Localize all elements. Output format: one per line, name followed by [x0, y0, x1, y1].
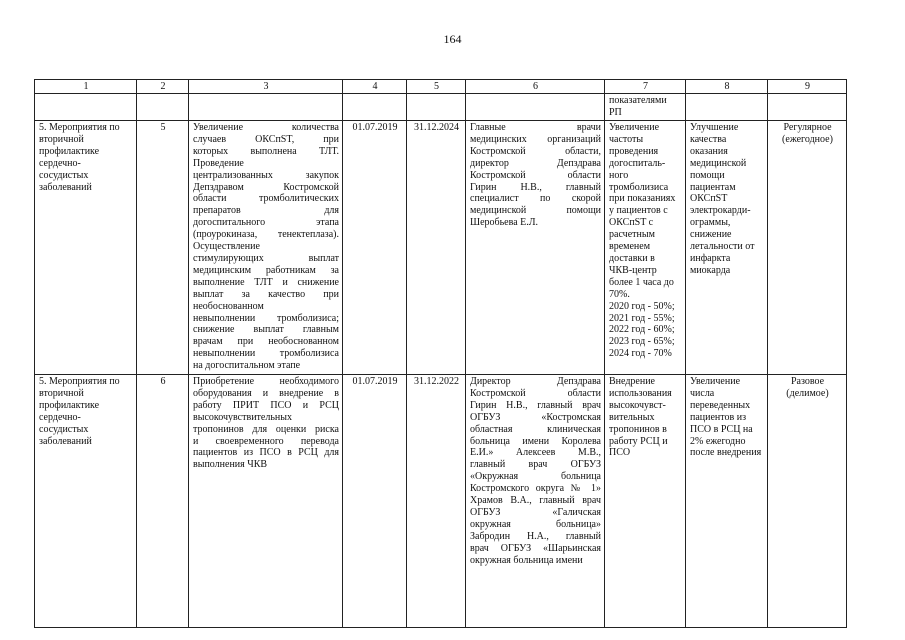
cell-text-line: ОГБУЗ «Галичская — [470, 506, 601, 518]
continuation-row — [35, 94, 847, 121]
cell-text-line: случаев ОКСпST, при — [193, 133, 339, 145]
cell-text-line: Директор Депздрава — [470, 376, 601, 387]
cell-text-line: заболеваний — [39, 181, 92, 193]
cell-text-line: догоспиталь- — [609, 157, 666, 169]
measures-table — [34, 79, 847, 628]
cell-text-line: медицинских организаций — [470, 133, 601, 145]
cell-text-line: Приобретение необходимого — [193, 376, 339, 387]
cell-text-line: вторичной — [39, 133, 84, 145]
cell-text-line: медицинской помощи — [470, 205, 601, 217]
cell-text-line: Увеличение — [690, 376, 741, 387]
cell-text-line: более 1 часа до — [609, 276, 674, 288]
cell-text-line: у пациентов с — [609, 205, 668, 217]
effect-cell — [686, 375, 768, 628]
periodicity-cell — [768, 375, 847, 628]
cell-text-line: работу РСЦ и — [609, 435, 668, 447]
cell-text-line: ПСО в РСЦ на — [690, 423, 753, 435]
column-header: 9 — [768, 80, 847, 94]
column-header: 7 — [605, 80, 686, 94]
cell-text-line: невыполнении тромболизиса — [193, 348, 339, 360]
cell-text-line: Депздравом Костромской — [193, 181, 339, 193]
periodicity-cell — [768, 121, 847, 375]
column-header: 5 — [407, 80, 466, 94]
column-header: 3 — [189, 80, 343, 94]
expected-result-cell — [605, 375, 686, 628]
cell-text-line: Регулярное — [783, 122, 832, 133]
cell-text-line: высокочувст- — [609, 399, 666, 411]
item-number-cell: 6 — [137, 375, 189, 628]
cell-text-line: сердечно- — [39, 157, 81, 169]
cell-text-line: ОКСпST — [690, 193, 728, 205]
column-header: 6 — [466, 80, 605, 94]
cell-text-line: выполнения ЧКВ — [193, 459, 268, 471]
cell-text-line: числа — [690, 387, 715, 399]
cell-text-line: Главные врачи — [470, 122, 601, 133]
cell-text-line: областная клиническая — [470, 423, 601, 435]
cell-text-line: Забродин Н.А., главный — [470, 530, 601, 542]
cell-text-line: частоты — [609, 133, 644, 145]
cell-text-line: 2021 год - 55%; — [609, 312, 675, 324]
cell-text-line: ОГБУЗ «Костромская — [470, 411, 601, 423]
cell-text-line: врач ОГБУЗ «Шарьинская — [470, 542, 601, 554]
cell-text-line: РП — [609, 106, 622, 118]
cell-text-line: 2022 год - 60%; — [609, 324, 675, 336]
cell-text-line: летальности от — [690, 241, 755, 253]
cell-text-line: которых выполнена ТЛТ. — [193, 145, 339, 157]
cell-text-line: (делимое) — [786, 387, 829, 399]
cell-text-line: миокарда — [690, 264, 731, 276]
cell-text-line: окружная больница» — [470, 518, 601, 530]
cell-text-line: окружная больница имени — [470, 554, 583, 566]
cell-text-line: оказания — [690, 145, 728, 157]
cell-text-line: профилактике — [39, 145, 100, 157]
cell-text-line: пациентам — [690, 181, 736, 193]
expected-result-cell — [605, 94, 686, 121]
cell-text-line: врачам при необоснованном — [193, 336, 339, 348]
cell-text-line: 2023 год - 65%; — [609, 336, 675, 348]
cell-text-line: выплат за качество при — [193, 288, 339, 300]
cell-text-line: специалист по скорой — [470, 193, 601, 205]
activity-description-cell — [189, 375, 343, 628]
cell-text-line: медицинским работникам за — [193, 264, 339, 276]
cell-text-line: переведенных — [690, 399, 751, 411]
cell-text-line: Костромской области — [470, 169, 601, 181]
cell-text-line: Внедрение — [609, 376, 655, 387]
column-header: 2 — [137, 80, 189, 94]
cell-text-line: Увеличение количества — [193, 122, 339, 133]
column-header: 8 — [686, 80, 768, 94]
table-row — [35, 121, 847, 375]
start-date-cell: 01.07.2019 — [343, 121, 407, 375]
column-header: 1 — [35, 80, 137, 94]
cell-text-line: ПСО — [609, 447, 631, 459]
item-number-cell: 5 — [137, 121, 189, 375]
cell-text-line: Гирин Н.В., главный врач — [470, 399, 601, 411]
cell-text-line: догоспитального этапа — [193, 217, 339, 229]
cell-text-line: тромболизиса — [609, 181, 669, 193]
cell-text-line: медицинской — [690, 157, 747, 169]
cell-text-line: Е.И.» Алексеев М.В., — [470, 447, 601, 459]
cell-text-line: «Окружная больница — [470, 471, 601, 483]
responsible-persons-cell — [466, 121, 605, 375]
cell-text-line: пациентов из — [690, 411, 747, 423]
cell-text-line: области тромболитических — [193, 193, 339, 205]
cell-text-line: расчетным — [609, 229, 655, 241]
end-date-cell: 31.12.2022 — [407, 375, 466, 628]
cell-text-line: (ежегодное) — [782, 133, 833, 145]
cell-text-line: после внедрения — [690, 447, 762, 459]
cell-text-line: проведения — [609, 145, 659, 157]
cell-text-line: (проурокиназа, тенектеплаза). — [193, 229, 339, 241]
cell-text-line: снижение — [690, 229, 732, 241]
cell-text-line: ограммы, — [690, 217, 731, 229]
cell-text-line: сосудистых — [39, 423, 89, 435]
cell-text-line: Проведение — [193, 157, 244, 169]
cell-text-line: тропонинов для оценки риска — [193, 423, 339, 435]
cell-text-line: главный врач ОГБУЗ — [470, 459, 601, 471]
cell-text-line: на догоспитальном этапе — [193, 360, 301, 372]
cell-text-line: больница имени Королева — [470, 435, 601, 447]
end-date-cell: 31.12.2024 — [407, 121, 466, 375]
start-date-cell: 01.07.2019 — [343, 375, 407, 628]
activity-description-cell — [189, 121, 343, 375]
cell-text-line: Гирин Н.В., главный — [470, 181, 601, 193]
cell-text-line: профилактике — [39, 399, 100, 411]
cell-text-line: невыполнении тромболизиса; — [193, 312, 339, 324]
cell-text-line: ЧКВ-центр — [609, 264, 657, 276]
column-header: 4 — [343, 80, 407, 94]
cell-text-line: помощи — [690, 169, 725, 181]
cell-text-line: ОКСпST с — [609, 217, 654, 229]
cell-text-line: доставки в — [609, 252, 655, 264]
cell-text-line: Костромской области — [470, 387, 601, 399]
cell-text-line: 2024 год - 70% — [609, 348, 672, 360]
cell-text-line: препаратов для — [193, 205, 339, 217]
cell-text-line: сосудистых — [39, 169, 89, 181]
cell-text-line: инфаркта — [690, 252, 731, 264]
cell-text-line: Улучшение — [690, 122, 739, 133]
cell-text-line: Костромского округа № 1» — [470, 483, 601, 495]
responsible-persons-cell — [466, 375, 605, 628]
cell-text-line: вительных — [609, 411, 655, 423]
cell-text-line: 2020 год - 50%; — [609, 300, 675, 312]
cell-text-line: 70%. — [609, 288, 630, 300]
cell-text-line: Шеробьева Е.Л. — [470, 217, 539, 229]
cell-text-line: пациентов из ПСО в РСЦ для — [193, 447, 339, 459]
table-row — [35, 375, 847, 628]
cell-text-line: показателями — [609, 95, 667, 106]
cell-text-line: и своевременного перевода — [193, 435, 339, 447]
cell-text-line: сердечно- — [39, 411, 81, 423]
cell-text-line: оборудования и внедрение в — [193, 387, 339, 399]
cell-text-line: электрокарди- — [690, 205, 751, 217]
column-number-header-row — [35, 80, 847, 94]
cell-text-line: 2% ежегодно — [690, 435, 746, 447]
cell-text-line: директор Депздрава — [470, 157, 601, 169]
cell-text-line: при показаниях — [609, 193, 676, 205]
cell-text-line: снижение выплат главным — [193, 324, 339, 336]
measure-group-cell — [35, 375, 137, 628]
cell-text-line: качества — [690, 133, 727, 145]
effect-cell — [686, 121, 768, 375]
cell-text-line: необоснованном — [193, 300, 264, 312]
cell-text-line: временем — [609, 241, 651, 253]
cell-text-line: Разовое — [790, 376, 825, 387]
cell-text-line: ного — [609, 169, 629, 181]
cell-text-line: Осуществление — [193, 241, 260, 253]
cell-text-line: тропонинов в — [609, 423, 667, 435]
cell-text-line: 5. Мероприятия по — [39, 122, 120, 133]
cell-text-line: централизованных закупок — [193, 169, 339, 181]
cell-text-line: использования — [609, 387, 672, 399]
measure-group-cell — [35, 121, 137, 375]
cell-text-line: стимулирующих выплат — [193, 252, 339, 264]
cell-text-line: работу ПРИТ ПСО и РСЦ — [193, 399, 339, 411]
cell-text-line: Храмов В.А., главный врач — [470, 495, 601, 507]
cell-text-line: заболеваний — [39, 435, 92, 447]
cell-text-line: Костромской области, — [470, 145, 601, 157]
cell-text-line: 5. Мероприятия по — [39, 376, 120, 387]
cell-text-line: Увеличение — [609, 122, 660, 133]
page-number: 164 — [443, 32, 462, 46]
cell-text-line: вторичной — [39, 387, 84, 399]
expected-result-cell — [605, 121, 686, 375]
cell-text-line: выполнение ТЛТ и снижение — [193, 276, 339, 288]
cell-text-line: высокочувствительных — [193, 411, 292, 423]
